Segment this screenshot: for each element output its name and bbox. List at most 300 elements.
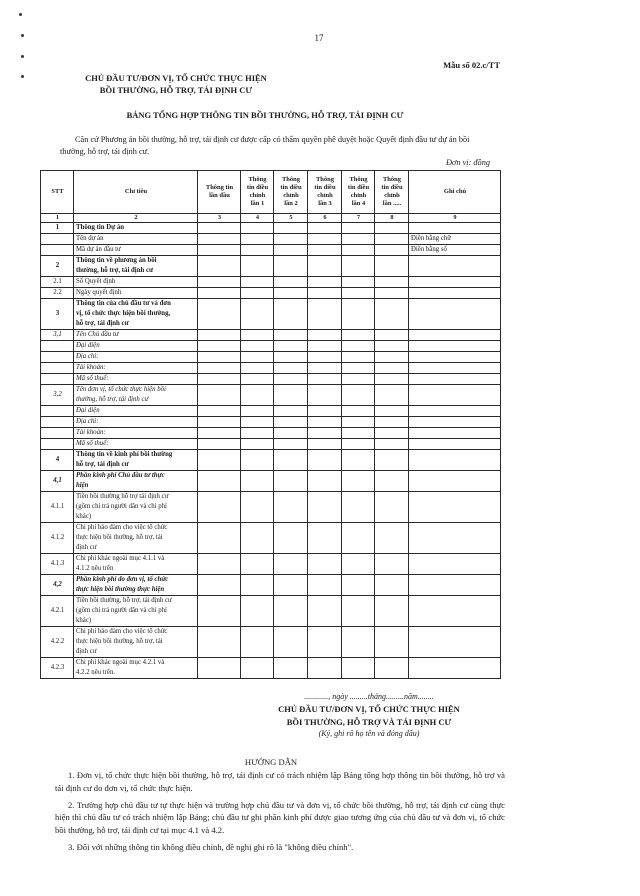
- indicator-cell: Mã số thuế:: [74, 374, 198, 385]
- stt-cell: [41, 245, 74, 256]
- note-cell: [409, 658, 501, 679]
- adjust-1-cell: [241, 575, 274, 596]
- page-number: 17: [314, 33, 324, 43]
- adjust-1-cell: [241, 288, 274, 299]
- adjust-2-cell: [274, 450, 308, 471]
- adjust-4-cell: [342, 374, 375, 385]
- adjust-2-cell: [274, 575, 308, 596]
- stt-cell: [41, 406, 74, 417]
- table-row: [41, 330, 501, 341]
- initial-info-cell: [198, 523, 241, 554]
- adjust-1-cell: [241, 471, 274, 492]
- signature-date-line: ............, ngày .........tháng.........năm........: [304, 692, 434, 701]
- initial-info-cell: [198, 299, 241, 330]
- initial-info-cell: [198, 428, 241, 439]
- table-row: [41, 223, 501, 234]
- summary-table: [40, 170, 501, 679]
- adjust-n-cell: [375, 658, 409, 679]
- header-row: [41, 171, 501, 214]
- adjust-n-cell: [375, 523, 409, 554]
- note-cell: [409, 627, 501, 658]
- stt-cell: [41, 428, 74, 439]
- adjust-2-cell: [274, 658, 308, 679]
- stt-cell: [41, 374, 74, 385]
- indicator-cell: Địa chỉ:: [74, 352, 198, 363]
- indicator-cell: Chi phí khác ngoài mục 4.2.1 và 4.2.2 nêu trên.: [74, 658, 198, 679]
- stt-cell: 1: [41, 223, 74, 234]
- indicator-cell: Chi phí bảo đảm cho việc tổ chức thực hiện bồi thường, hỗ trợ, tái định cư: [74, 523, 198, 554]
- adjust-3-cell: [308, 492, 342, 523]
- adjust-n-cell: [375, 428, 409, 439]
- table-row: [41, 554, 501, 575]
- adjust-2-cell: [274, 352, 308, 363]
- note-cell: [409, 575, 501, 596]
- issuer-heading: [50, 72, 302, 96]
- adjust-4-cell: [342, 352, 375, 363]
- adjust-4-cell: [342, 277, 375, 288]
- adjust-1-cell: [241, 439, 274, 450]
- table-row: [41, 352, 501, 363]
- adjust-3-cell: [308, 575, 342, 596]
- adjust-1-cell: [241, 245, 274, 256]
- adjust-4-cell: [342, 450, 375, 471]
- note-cell: [409, 406, 501, 417]
- note-cell: [409, 439, 501, 450]
- adjust-4-cell: [342, 554, 375, 575]
- adjust-2-cell: [274, 234, 308, 245]
- stt-cell: [41, 341, 74, 352]
- note-cell: [409, 288, 501, 299]
- adjust-4-cell: [342, 658, 375, 679]
- adjust-4-cell: [342, 234, 375, 245]
- table-row: [41, 417, 501, 428]
- adjust-1-cell: [241, 374, 274, 385]
- adjust-3-cell: [308, 406, 342, 417]
- adjust-3-cell: [308, 428, 342, 439]
- stt-cell: [41, 234, 74, 245]
- note-cell: [409, 554, 501, 575]
- stt-cell: 2: [41, 256, 74, 277]
- adjust-n-cell: [375, 374, 409, 385]
- note-cell: [409, 385, 501, 406]
- adjust-2-cell: [274, 341, 308, 352]
- indicator-cell: Phần kinh phí do đơn vị, tổ chức thực hiện bồi thường thực hiện: [74, 575, 198, 596]
- initial-info-cell: [198, 575, 241, 596]
- adjust-1-cell: [241, 627, 274, 658]
- adjust-n-cell: [375, 341, 409, 352]
- adjust-2-cell: [274, 385, 308, 406]
- scan-mark: [21, 55, 24, 58]
- scan-mark: [19, 13, 22, 16]
- indicator-cell: Tiền bồi thường hỗ trợ tái định cư (gồm chi trả người dân và chi phí khác): [74, 492, 198, 523]
- indicator-cell: Địa chỉ:: [74, 417, 198, 428]
- header-adjust-2: Thông tin điều chỉnh lần 2: [274, 171, 308, 214]
- adjust-1-cell: [241, 352, 274, 363]
- adjust-n-cell: [375, 288, 409, 299]
- adjust-1-cell: [241, 596, 274, 627]
- adjust-n-cell: [375, 471, 409, 492]
- note-cell: [409, 352, 501, 363]
- adjust-1-cell: [241, 417, 274, 428]
- adjust-4-cell: [342, 256, 375, 277]
- adjust-3-cell: [308, 234, 342, 245]
- stt-cell: 3: [41, 299, 74, 330]
- note-cell: [409, 417, 501, 428]
- indicator-cell: Chi phí bảo đảm cho việc tổ chức thực hiện bồi thường, hỗ trợ, tái định cư: [74, 627, 198, 658]
- adjust-1-cell: [241, 277, 274, 288]
- indicator-cell: Tên đơn vị, tổ chức thực hiện bồi thường, hỗ trợ, tái định cư: [74, 385, 198, 406]
- stt-cell: 4.1.1: [41, 492, 74, 523]
- stt-cell: 2.1: [41, 277, 74, 288]
- adjust-3-cell: [308, 299, 342, 330]
- table-row: [41, 288, 501, 299]
- guide-heading: HƯỚNG DẪN: [244, 757, 298, 767]
- header-note: Ghi chú: [409, 171, 501, 214]
- header-adjust-n: Thông tin điều chỉnh lần .....: [375, 171, 409, 214]
- table-row: [41, 428, 501, 439]
- initial-info-cell: [198, 450, 241, 471]
- initial-info-cell: [198, 330, 241, 341]
- initial-info-cell: [198, 363, 241, 374]
- column-number: 6: [308, 214, 342, 223]
- adjust-4-cell: [342, 627, 375, 658]
- initial-info-cell: [198, 288, 241, 299]
- initial-info-cell: [198, 406, 241, 417]
- adjust-1-cell: [241, 523, 274, 554]
- issuer-line-1: CHỦ ĐẦU TƯ/ĐƠN VỊ, TỔ CHỨC THỰC HIỆN: [85, 73, 267, 83]
- indicator-cell: Thông tin về kinh phí bồi thường hỗ trợ, tái định cư: [74, 450, 198, 471]
- table-row: [41, 471, 501, 492]
- adjust-4-cell: [342, 492, 375, 523]
- table-row: [41, 277, 501, 288]
- table-body: [41, 223, 501, 679]
- table-row: [41, 256, 501, 277]
- adjust-3-cell: [308, 277, 342, 288]
- stt-cell: 4: [41, 450, 74, 471]
- adjust-2-cell: [274, 363, 308, 374]
- adjust-2-cell: [274, 523, 308, 554]
- initial-info-cell: [198, 439, 241, 450]
- initial-info-cell: [198, 277, 241, 288]
- indicator-cell: Thông tin của chủ đầu tư và đơn vị, tổ chức thực hiện bồi thường, hỗ trợ, tái định cư: [74, 299, 198, 330]
- indicator-cell: Tài khoản:: [74, 363, 198, 374]
- table-row: [41, 439, 501, 450]
- header-indicator: Chỉ tiêu: [74, 171, 198, 214]
- initial-info-cell: [198, 234, 241, 245]
- initial-info-cell: [198, 627, 241, 658]
- table-row: [41, 450, 501, 471]
- signature-block: [253, 691, 485, 740]
- note-cell: [409, 471, 501, 492]
- header-initial-info: Thông tin lần đầu: [198, 171, 241, 214]
- adjust-4-cell: [342, 330, 375, 341]
- header-adjust-1: Thông tin điều chỉnh lần 1: [241, 171, 274, 214]
- adjust-n-cell: [375, 330, 409, 341]
- adjust-3-cell: [308, 627, 342, 658]
- initial-info-cell: [198, 341, 241, 352]
- indicator-cell: Tài khoản:: [74, 428, 198, 439]
- table-row: [41, 658, 501, 679]
- stt-cell: 4,1: [41, 471, 74, 492]
- initial-info-cell: [198, 658, 241, 679]
- indicator-cell: Thông tin về phương án bồi thường, hỗ trợ, tái định cư: [74, 256, 198, 277]
- adjust-3-cell: [308, 439, 342, 450]
- header-adjust-4: Thông tin điều chỉnh lần 4: [342, 171, 375, 214]
- adjust-1-cell: [241, 299, 274, 330]
- adjust-2-cell: [274, 288, 308, 299]
- adjust-3-cell: [308, 417, 342, 428]
- adjust-n-cell: [375, 352, 409, 363]
- adjust-n-cell: [375, 406, 409, 417]
- indicator-cell: Phần kinh phí Chủ đầu tư thực hiện: [74, 471, 198, 492]
- stt-cell: 4.2.3: [41, 658, 74, 679]
- adjust-4-cell: [342, 428, 375, 439]
- stt-cell: 4.2.2: [41, 627, 74, 658]
- adjust-n-cell: [375, 596, 409, 627]
- adjust-n-cell: [375, 627, 409, 658]
- adjust-3-cell: [308, 330, 342, 341]
- adjust-2-cell: [274, 439, 308, 450]
- table-row: [41, 299, 501, 330]
- adjust-1-cell: [241, 363, 274, 374]
- adjust-2-cell: [274, 492, 308, 523]
- note-cell: [409, 363, 501, 374]
- adjust-4-cell: [342, 288, 375, 299]
- indicator-cell: Tiền bồi thường, hỗ trợ, tái định cư (gồm chi trả người dân và chi phí khác): [74, 596, 198, 627]
- adjust-2-cell: [274, 596, 308, 627]
- adjust-2-cell: [274, 223, 308, 234]
- indicator-cell: Đại diện: [74, 406, 198, 417]
- adjust-4-cell: [342, 471, 375, 492]
- adjust-1-cell: [241, 492, 274, 523]
- adjust-4-cell: [342, 341, 375, 352]
- note-cell: [409, 341, 501, 352]
- column-number: 7: [342, 214, 375, 223]
- note-cell: [409, 596, 501, 627]
- adjust-3-cell: [308, 450, 342, 471]
- issuer-line-2: BỒI THƯỜNG, HỖ TRỢ, TÁI ĐỊNH CƯ: [99, 85, 253, 95]
- adjust-n-cell: [375, 439, 409, 450]
- stt-cell: 4.1.3: [41, 554, 74, 575]
- adjust-n-cell: [375, 299, 409, 330]
- form-code: Mẫu số 02.c/TT: [443, 60, 500, 70]
- note-cell: [409, 523, 501, 554]
- indicator-cell: Chi phí khác ngoài mục 4.1.1 và 4.1.2 nêu trên: [74, 554, 198, 575]
- initial-info-cell: [198, 596, 241, 627]
- initial-info-cell: [198, 492, 241, 523]
- adjust-1-cell: [241, 256, 274, 277]
- adjust-1-cell: [241, 406, 274, 417]
- note-cell: [409, 277, 501, 288]
- stt-cell: [41, 352, 74, 363]
- adjust-4-cell: [342, 596, 375, 627]
- adjust-2-cell: [274, 277, 308, 288]
- adjust-3-cell: [308, 352, 342, 363]
- indicator-cell: Mã dự án đầu tư: [74, 245, 198, 256]
- adjust-4-cell: [342, 385, 375, 406]
- indicator-cell: Ngày quyết định: [74, 288, 198, 299]
- guide-item: 3. Đối với những thông tin không điều chỉnh, đề nghị ghi rõ là "không điều chỉnh".: [68, 841, 354, 852]
- adjust-1-cell: [241, 234, 274, 245]
- adjust-n-cell: [375, 554, 409, 575]
- adjust-1-cell: [241, 223, 274, 234]
- adjust-3-cell: [308, 554, 342, 575]
- adjust-2-cell: [274, 627, 308, 658]
- basis-paragraph: Căn cứ Phương án bồi thường, hỗ trợ, tái định cư được cấp có thẩm quyền phê duyệt hoặc Quyết định đầu tư dự án bồi thường, hỗ trợ, tái định cư.: [60, 135, 470, 156]
- initial-info-cell: [198, 352, 241, 363]
- guide-section: [55, 769, 505, 858]
- column-number-row: [41, 214, 501, 223]
- adjust-1-cell: [241, 330, 274, 341]
- note-cell: [409, 256, 501, 277]
- table-header: [41, 171, 501, 223]
- adjust-1-cell: [241, 428, 274, 439]
- signature-title-2: BỒI THƯỜNG, HỖ TRỢ VÀ TÁI ĐỊNH CƯ: [286, 716, 452, 727]
- adjust-2-cell: [274, 299, 308, 330]
- table-row: [41, 406, 501, 417]
- initial-info-cell: [198, 223, 241, 234]
- stt-cell: 4.2.1: [41, 596, 74, 627]
- column-number: 8: [375, 214, 409, 223]
- indicator-cell: Tên dự án: [74, 234, 198, 245]
- note-cell: [409, 330, 501, 341]
- adjust-4-cell: [342, 439, 375, 450]
- adjust-2-cell: [274, 428, 308, 439]
- adjust-2-cell: [274, 406, 308, 417]
- adjust-4-cell: [342, 406, 375, 417]
- adjust-4-cell: [342, 245, 375, 256]
- note-cell: Điền bằng chữ: [409, 234, 501, 245]
- adjust-1-cell: [241, 658, 274, 679]
- adjust-n-cell: [375, 245, 409, 256]
- adjust-n-cell: [375, 256, 409, 277]
- adjust-3-cell: [308, 523, 342, 554]
- stt-cell: [41, 439, 74, 450]
- table-row: [41, 385, 501, 406]
- adjust-1-cell: [241, 385, 274, 406]
- table-row: [41, 523, 501, 554]
- adjust-n-cell: [375, 234, 409, 245]
- adjust-n-cell: [375, 575, 409, 596]
- adjust-n-cell: [375, 277, 409, 288]
- note-cell: [409, 299, 501, 330]
- adjust-3-cell: [308, 385, 342, 406]
- adjust-2-cell: [274, 554, 308, 575]
- adjust-4-cell: [342, 363, 375, 374]
- stt-cell: [41, 417, 74, 428]
- initial-info-cell: [198, 256, 241, 277]
- adjust-1-cell: [241, 450, 274, 471]
- column-number: 9: [409, 214, 501, 223]
- adjust-3-cell: [308, 374, 342, 385]
- adjust-n-cell: [375, 363, 409, 374]
- header-adjust-3: Thông tin điều chỉnh lần 3: [308, 171, 342, 214]
- adjust-3-cell: [308, 658, 342, 679]
- note-cell: [409, 374, 501, 385]
- note-cell: Điền bằng số: [409, 245, 501, 256]
- guide-item: 2. Trường hợp chủ đầu tư tự thực hiện và trường hợp chủ đầu tư và đơn vị, tổ chức bồi thường, hỗ trợ, tái định cư cùng thực hiện thì chủ đầu tư có trách nhiệm lập Bảng; chủ đầu tư ghi phần kinh phí được giao tương ứng của chủ đầu tư và đơn vị, tổ chức bồi thường, hỗ trợ, tái định cư tại mục 4.1 và 4.2.: [55, 799, 505, 835]
- adjust-3-cell: [308, 288, 342, 299]
- adjust-2-cell: [274, 374, 308, 385]
- indicator-cell: Đại diện: [74, 341, 198, 352]
- column-number: 5: [274, 214, 308, 223]
- document-title: BẢNG TỔNG HỢP THÔNG TIN BỒI THƯỜNG, HỖ TRỢ, TÁI ĐỊNH CƯ: [126, 110, 404, 120]
- adjust-3-cell: [308, 223, 342, 234]
- initial-info-cell: [198, 385, 241, 406]
- indicator-cell: Số Quyết định: [74, 277, 198, 288]
- stt-cell: 4,2: [41, 575, 74, 596]
- adjust-4-cell: [342, 575, 375, 596]
- adjust-3-cell: [308, 363, 342, 374]
- adjust-n-cell: [375, 450, 409, 471]
- column-number: 3: [198, 214, 241, 223]
- adjust-2-cell: [274, 330, 308, 341]
- table-row: [41, 492, 501, 523]
- table-row: [41, 245, 501, 256]
- initial-info-cell: [198, 417, 241, 428]
- table-row: [41, 575, 501, 596]
- scan-mark: [21, 75, 24, 78]
- column-number: 1: [41, 214, 74, 223]
- adjust-2-cell: [274, 256, 308, 277]
- initial-info-cell: [198, 471, 241, 492]
- initial-info-cell: [198, 554, 241, 575]
- signature-instruction: (Ký, ghi rõ họ tên và đóng dấu): [318, 728, 420, 738]
- indicator-cell: Mã số thuế:: [74, 439, 198, 450]
- adjust-4-cell: [342, 223, 375, 234]
- table-row: [41, 596, 501, 627]
- adjust-3-cell: [308, 471, 342, 492]
- note-cell: [409, 428, 501, 439]
- adjust-3-cell: [308, 245, 342, 256]
- adjust-4-cell: [342, 299, 375, 330]
- adjust-n-cell: [375, 223, 409, 234]
- stt-cell: [41, 363, 74, 374]
- initial-info-cell: [198, 374, 241, 385]
- signature-title-1: CHỦ ĐẦU TƯ/ĐƠN VỊ, TỔ CHỨC THỰC HIỆN: [278, 704, 460, 715]
- stt-cell: 4.1.2: [41, 523, 74, 554]
- adjust-3-cell: [308, 341, 342, 352]
- adjust-1-cell: [241, 554, 274, 575]
- column-number: 4: [241, 214, 274, 223]
- adjust-1-cell: [241, 341, 274, 352]
- adjust-n-cell: [375, 492, 409, 523]
- adjust-4-cell: [342, 417, 375, 428]
- header-stt: STT: [41, 171, 74, 214]
- guide-item: 1. Đơn vị, tổ chức thực hiện bồi thường, hỗ trợ, tái định cư có trách nhiệm lập Bảng tổng hợp thông tin bồi thường, hỗ trợ và tái định cư do đơn vị, tổ chức thực hiện.: [55, 770, 505, 793]
- currency-unit: Đơn vị: đồng: [445, 158, 490, 167]
- table-row: [41, 341, 501, 352]
- adjust-3-cell: [308, 256, 342, 277]
- indicator-cell: Tên Chủ đầu tư: [74, 330, 198, 341]
- note-cell: [409, 492, 501, 523]
- adjust-4-cell: [342, 523, 375, 554]
- stt-cell: 3,2: [41, 385, 74, 406]
- table-row: [41, 627, 501, 658]
- note-cell: [409, 450, 501, 471]
- column-number: 2: [74, 214, 198, 223]
- table-row: [41, 363, 501, 374]
- indicator-cell: Thông tin Dự án: [74, 223, 198, 234]
- adjust-n-cell: [375, 385, 409, 406]
- adjust-n-cell: [375, 417, 409, 428]
- initial-info-cell: [198, 245, 241, 256]
- stt-cell: 2.2: [41, 288, 74, 299]
- adjust-3-cell: [308, 596, 342, 627]
- adjust-2-cell: [274, 471, 308, 492]
- adjust-2-cell: [274, 417, 308, 428]
- table-row: [41, 234, 501, 245]
